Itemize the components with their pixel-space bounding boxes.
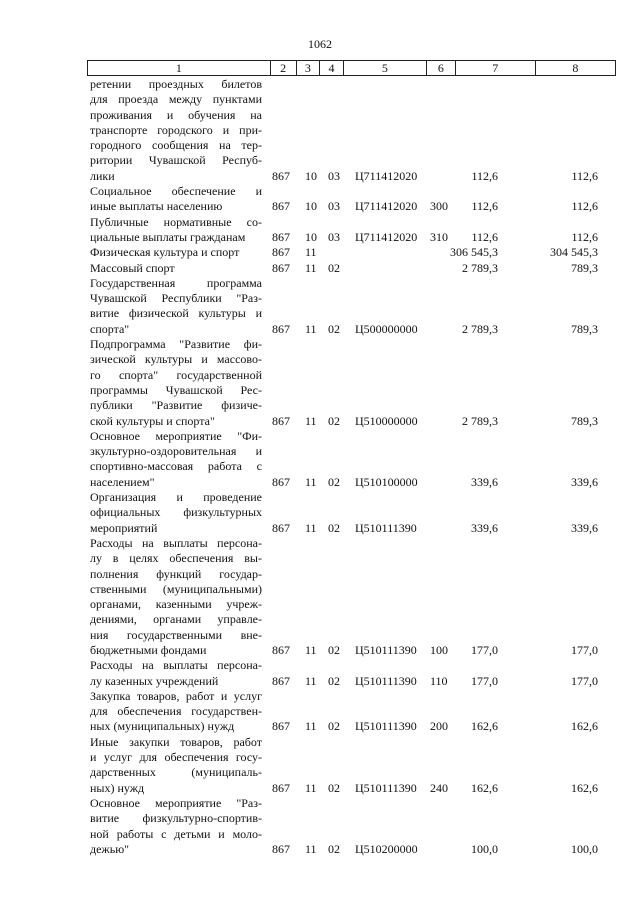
column-number-4: 4: [320, 61, 344, 76]
amount-col-7: 162,6: [471, 719, 498, 734]
subsection-code: 03: [328, 168, 340, 183]
admin-code: 867: [272, 673, 290, 688]
table-row: [0, 429, 640, 490]
amount-col-7: 2 789,3: [462, 413, 498, 428]
section-code: 11: [305, 321, 317, 336]
amount-col-8: 789,3: [571, 413, 598, 428]
subsection-code: 02: [328, 321, 340, 336]
target-article-code: Ц510100000: [355, 474, 418, 489]
amount-col-7: 177,0: [471, 673, 498, 688]
column-number-7: 7: [455, 61, 535, 76]
expense-type-code: 300: [430, 199, 448, 214]
admin-code: 867: [272, 841, 290, 856]
row-name-line: лу в целях обеспечения вы-: [90, 551, 262, 566]
amount-col-8: 339,6: [571, 520, 598, 535]
row-name-line: ритории Чувашской Респуб-: [90, 153, 262, 168]
amount-col-7: 112,6: [471, 199, 498, 214]
row-name-line: дарственных (муниципаль-: [90, 765, 262, 780]
target-article-code: Ц711412020: [355, 168, 418, 183]
row-name-line: ской культуры и спорта": [90, 413, 215, 428]
budget-table-body: [0, 77, 640, 857]
row-name-line: лики: [90, 168, 115, 183]
row-name-line: Чувашской Республики "Раз-: [90, 291, 262, 306]
admin-code: 867: [272, 229, 290, 244]
amount-col-8: 112,6: [571, 199, 598, 214]
column-number-1: 1: [88, 61, 271, 76]
row-codes: [0, 643, 640, 658]
row-name-line: публики "Развитие физиче-: [90, 398, 262, 413]
row-name-line: дежью": [90, 841, 130, 856]
row-name-line: Государственная программа: [90, 275, 262, 290]
subsection-code: 03: [328, 229, 340, 244]
subsection-code: 02: [328, 260, 340, 275]
row-name-line: мероприятий: [90, 520, 158, 535]
expense-type-code: 240: [430, 780, 448, 795]
expense-type-code: 200: [430, 719, 448, 734]
table-row: [0, 184, 640, 215]
column-number-6: 6: [426, 61, 455, 76]
row-name-line: Закупка товаров, работ и услуг: [90, 688, 262, 703]
admin-code: 867: [272, 245, 290, 260]
amount-col-7: 100,0: [471, 841, 498, 856]
row-name-line: для обеспечения государствен-: [90, 704, 262, 719]
amount-col-7: 339,6: [471, 520, 498, 535]
column-number-5: 5: [343, 61, 426, 76]
row-name-line: витие физической культуры и: [90, 306, 262, 321]
section-code: 11: [305, 719, 317, 734]
target-article-code: Ц510200000: [355, 841, 418, 856]
target-article-code: Ц510000000: [355, 413, 418, 428]
row-codes: [0, 261, 640, 276]
row-codes: [0, 322, 640, 337]
row-name-line: бюджетными фондами: [90, 642, 207, 657]
amount-col-8: 162,6: [571, 719, 598, 734]
subsection-code: 02: [328, 520, 340, 535]
row-name-line: зической культуры и массово-: [90, 352, 262, 367]
table-row: [0, 796, 640, 857]
subsection-code: 03: [328, 199, 340, 214]
section-code: 11: [305, 474, 317, 489]
row-name-line: ных (муниципальных) нужд: [90, 719, 235, 734]
row-name-line: ния государственными вне-: [90, 627, 262, 642]
row-name-line: Физическая культура и спорт: [90, 245, 240, 260]
amount-col-8: 339,6: [571, 474, 598, 489]
subsection-code: 02: [328, 474, 340, 489]
table-row: [0, 77, 640, 184]
section-code: 11: [305, 642, 317, 657]
target-article-code: Ц500000000: [355, 321, 418, 336]
target-article-code: Ц510111390: [355, 673, 417, 688]
row-name-line: витие физкультурно-спортив-: [90, 811, 262, 826]
section-code: 11: [305, 413, 317, 428]
row-name-line: Подпрограмма "Развитие фи-: [90, 337, 262, 352]
section-code: 10: [305, 199, 317, 214]
subsection-code: 02: [328, 413, 340, 428]
row-name-line: ной работы с детьми и моло-: [90, 826, 262, 841]
row-name-line: лу казенных учреждений: [90, 673, 219, 688]
row-name-line: ных) нужд: [90, 780, 145, 795]
table-row: [0, 490, 640, 536]
table-row: [0, 245, 640, 260]
admin-code: 867: [272, 168, 290, 183]
section-code: 11: [305, 245, 317, 260]
row-name-line: населением": [90, 474, 155, 489]
expense-type-code: 100: [430, 642, 448, 657]
section-code: 11: [305, 260, 317, 275]
row-codes: [0, 200, 640, 215]
row-name-line: Социальное обеспечение и: [90, 184, 262, 199]
column-number-header: [87, 60, 616, 76]
row-name: [90, 536, 262, 658]
row-name-line: Основное мероприятие "Раз-: [90, 795, 262, 810]
target-article-code: Ц711412020: [355, 229, 418, 244]
row-codes: [0, 414, 640, 429]
row-name-line: спорта": [90, 321, 130, 336]
subsection-code: 02: [328, 719, 340, 734]
amount-col-7: 177,0: [471, 642, 498, 657]
row-codes: [0, 521, 640, 536]
table-row: [0, 276, 640, 337]
admin-code: 867: [272, 321, 290, 336]
row-name-line: Публичные нормативные со-: [90, 214, 262, 229]
amount-col-7: 2 789,3: [462, 321, 498, 336]
amount-col-8: 789,3: [571, 260, 598, 275]
admin-code: 867: [272, 413, 290, 428]
row-name-line: Иные закупки товаров, работ: [90, 734, 262, 749]
amount-col-7: 306 545,3: [450, 245, 498, 260]
row-name-line: ственными (муниципальными): [90, 581, 262, 596]
row-name-line: циальные выплаты гражданам: [90, 229, 246, 244]
table-row: [0, 735, 640, 796]
expense-type-code: 110: [430, 673, 448, 688]
amount-col-7: 112,6: [471, 168, 498, 183]
page-number: 1062: [308, 37, 332, 51]
target-article-code: Ц510111390: [355, 719, 417, 734]
amount-col-8: 789,3: [571, 321, 598, 336]
row-name: [90, 77, 262, 184]
amount-col-8: 304 545,3: [550, 245, 598, 260]
admin-code: 867: [272, 520, 290, 535]
row-codes: [0, 674, 640, 689]
amount-col-8: 177,0: [571, 642, 598, 657]
row-codes: [0, 842, 640, 857]
row-name-line: и услуг для обеспечения госу-: [90, 750, 262, 765]
row-name-line: Расходы на выплаты персона-: [90, 658, 262, 673]
expense-type-code: 310: [430, 229, 448, 244]
row-name-line: иные выплаты населению: [90, 199, 223, 214]
amount-col-7: 2 789,3: [462, 260, 498, 275]
row-name-line: Основное мероприятие "Фи-: [90, 428, 262, 443]
section-code: 11: [305, 520, 317, 535]
row-codes: [0, 246, 640, 261]
row-codes: [0, 781, 640, 796]
amount-col-8: 112,6: [571, 168, 598, 183]
row-name-line: Организация и проведение: [90, 490, 262, 505]
amount-col-7: 162,6: [471, 780, 498, 795]
amount-col-8: 177,0: [571, 673, 598, 688]
row-name-line: ретении проездных билетов: [90, 77, 262, 91]
table-row: [0, 261, 640, 276]
admin-code: 867: [272, 642, 290, 657]
row-name-line: зкультурно-оздоровительная и: [90, 444, 262, 459]
row-name-line: для проезда между пунктами: [90, 92, 262, 107]
admin-code: 867: [272, 474, 290, 489]
subsection-code: 02: [328, 673, 340, 688]
amount-col-8: 162,6: [571, 780, 598, 795]
target-article-code: Ц510111390: [355, 520, 417, 535]
row-name-line: дениями, органами управле-: [90, 612, 262, 627]
row-name-line: транспорте городского и при-: [90, 122, 262, 137]
column-number-2: 2: [270, 61, 296, 76]
section-code: 11: [305, 673, 317, 688]
row-name-line: Массовый спорт: [90, 260, 175, 275]
row-name-line: городного сообщения на тер-: [90, 138, 262, 153]
subsection-code: 02: [328, 642, 340, 657]
amount-col-7: 112,6: [471, 229, 498, 244]
section-code: 10: [305, 168, 317, 183]
column-number-8: 8: [535, 61, 615, 76]
row-name-line: органами, казенными учреж-: [90, 597, 262, 612]
row-name-line: программы Чувашской Рес-: [90, 382, 262, 397]
table-row: [0, 658, 640, 689]
admin-code: 867: [272, 780, 290, 795]
section-code: 11: [305, 780, 317, 795]
amount-col-8: 100,0: [571, 841, 598, 856]
row-codes: [0, 475, 640, 490]
table-row: [0, 337, 640, 429]
row-name-line: спортивно-массовая работа с: [90, 459, 262, 474]
row-name-line: официальных физкультурных: [90, 505, 262, 520]
row-codes: [0, 169, 640, 184]
amount-col-8: 112,6: [571, 229, 598, 244]
subsection-code: 02: [328, 780, 340, 795]
target-article-code: Ц711412020: [355, 199, 418, 214]
amount-col-7: 339,6: [471, 474, 498, 489]
admin-code: 867: [272, 719, 290, 734]
row-name-line: проживания и обучения на: [90, 107, 262, 122]
subsection-code: 02: [328, 841, 340, 856]
row-name-line: го спорта" государственной: [90, 367, 262, 382]
admin-code: 867: [272, 260, 290, 275]
target-article-code: Ц510111390: [355, 642, 417, 657]
table-row: [0, 536, 640, 658]
table-row: [0, 689, 640, 735]
section-code: 11: [305, 841, 317, 856]
admin-code: 867: [272, 199, 290, 214]
row-codes: [0, 230, 640, 245]
row-name-line: полнения функций государ-: [90, 566, 262, 581]
row-codes: [0, 720, 640, 735]
table-row: [0, 215, 640, 246]
column-number-3: 3: [296, 61, 320, 76]
target-article-code: Ц510111390: [355, 780, 417, 795]
row-name-line: Расходы на выплаты персона-: [90, 535, 262, 550]
section-code: 10: [305, 229, 317, 244]
